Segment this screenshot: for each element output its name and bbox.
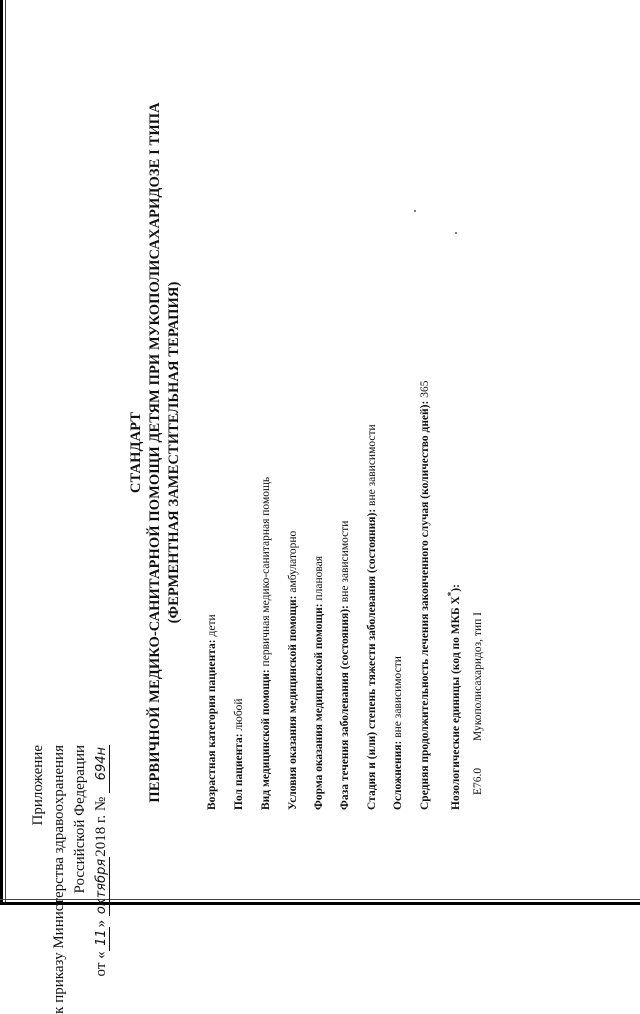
field-care-conditions [287,531,299,810]
field-value: дети [206,614,218,637]
handwritten-month: октября [94,858,109,915]
field-age-category [206,614,218,810]
field-value: 365 [419,380,431,398]
field-label: Фаза течения заболевания (состояния): [339,605,351,810]
field-label: Средняя продолжительность лечения законченного случая (количество дней): [419,400,431,810]
field-complications [392,656,404,810]
date-prefix: от « [93,951,109,977]
field-label: Форма оказания медицинской помощи: [313,603,325,810]
field-value: любой [233,698,245,731]
field-treatment-duration [419,381,431,810]
field-nosology-heading [446,584,462,810]
nosology-label: Нозологические единицы (код по МКБ X [449,596,462,810]
field-value: первичная медико-санитарная помощь [260,476,272,667]
handwritten-number: 694н [95,745,110,793]
field-care-form [313,556,325,810]
field-label: Осложнения: [392,740,404,810]
appendix-order-line: к приказу Министерства здравоохранения [51,745,67,1014]
field-label: Вид медицинской помощи: [260,669,272,810]
field-disease-stage [366,424,378,810]
nosology-name: Мукополисахаридоз, тип I [472,612,484,741]
footnote-mark: * [446,591,456,597]
title-subtitle: (ФЕРМЕНТНАЯ ЗАМЕСТИТЕЛЬНАЯ ТЕРАПИЯ) [166,281,182,624]
nosology-row [472,612,484,795]
nosology-label-end: ): [449,584,462,592]
field-patient-sex [233,698,245,810]
appendix-label: Приложение [30,745,46,826]
title-standard: СТАНДАРТ [128,411,144,494]
field-disease-phase [339,521,351,810]
field-label: Стадия и (или) степень тяжести заболевания (состояния): [366,508,378,810]
appendix-federation: Российской Федерации [72,745,88,894]
field-care-type [260,477,272,810]
field-value: плановая [313,555,325,601]
date-year: 2018 г. № [93,796,109,857]
field-value: вне зависимости [366,424,378,506]
appendix-date-line [93,745,110,976]
field-label: Условия оказания медицинской помощи: [287,595,299,810]
field-label: Возрастная категория пациента: [206,639,218,810]
field-label: Пол пациента: [233,733,245,810]
field-value: вне зависимости [339,520,351,603]
date-mid: » [93,919,109,928]
title-main: ПЕРВИЧНОЙ МЕДИКО-САНИТАРНОЙ ПОМОЩИ ДЕТЯМ ПРИ МУКОПОЛИСАХАРИДОЗЕ I ТИПА [147,102,163,803]
field-value: вне зависимости [392,656,404,738]
field-value: амбулаторно [287,530,299,593]
handwritten-day: 11 [95,927,110,951]
icd-code: E76.0 [472,767,484,795]
